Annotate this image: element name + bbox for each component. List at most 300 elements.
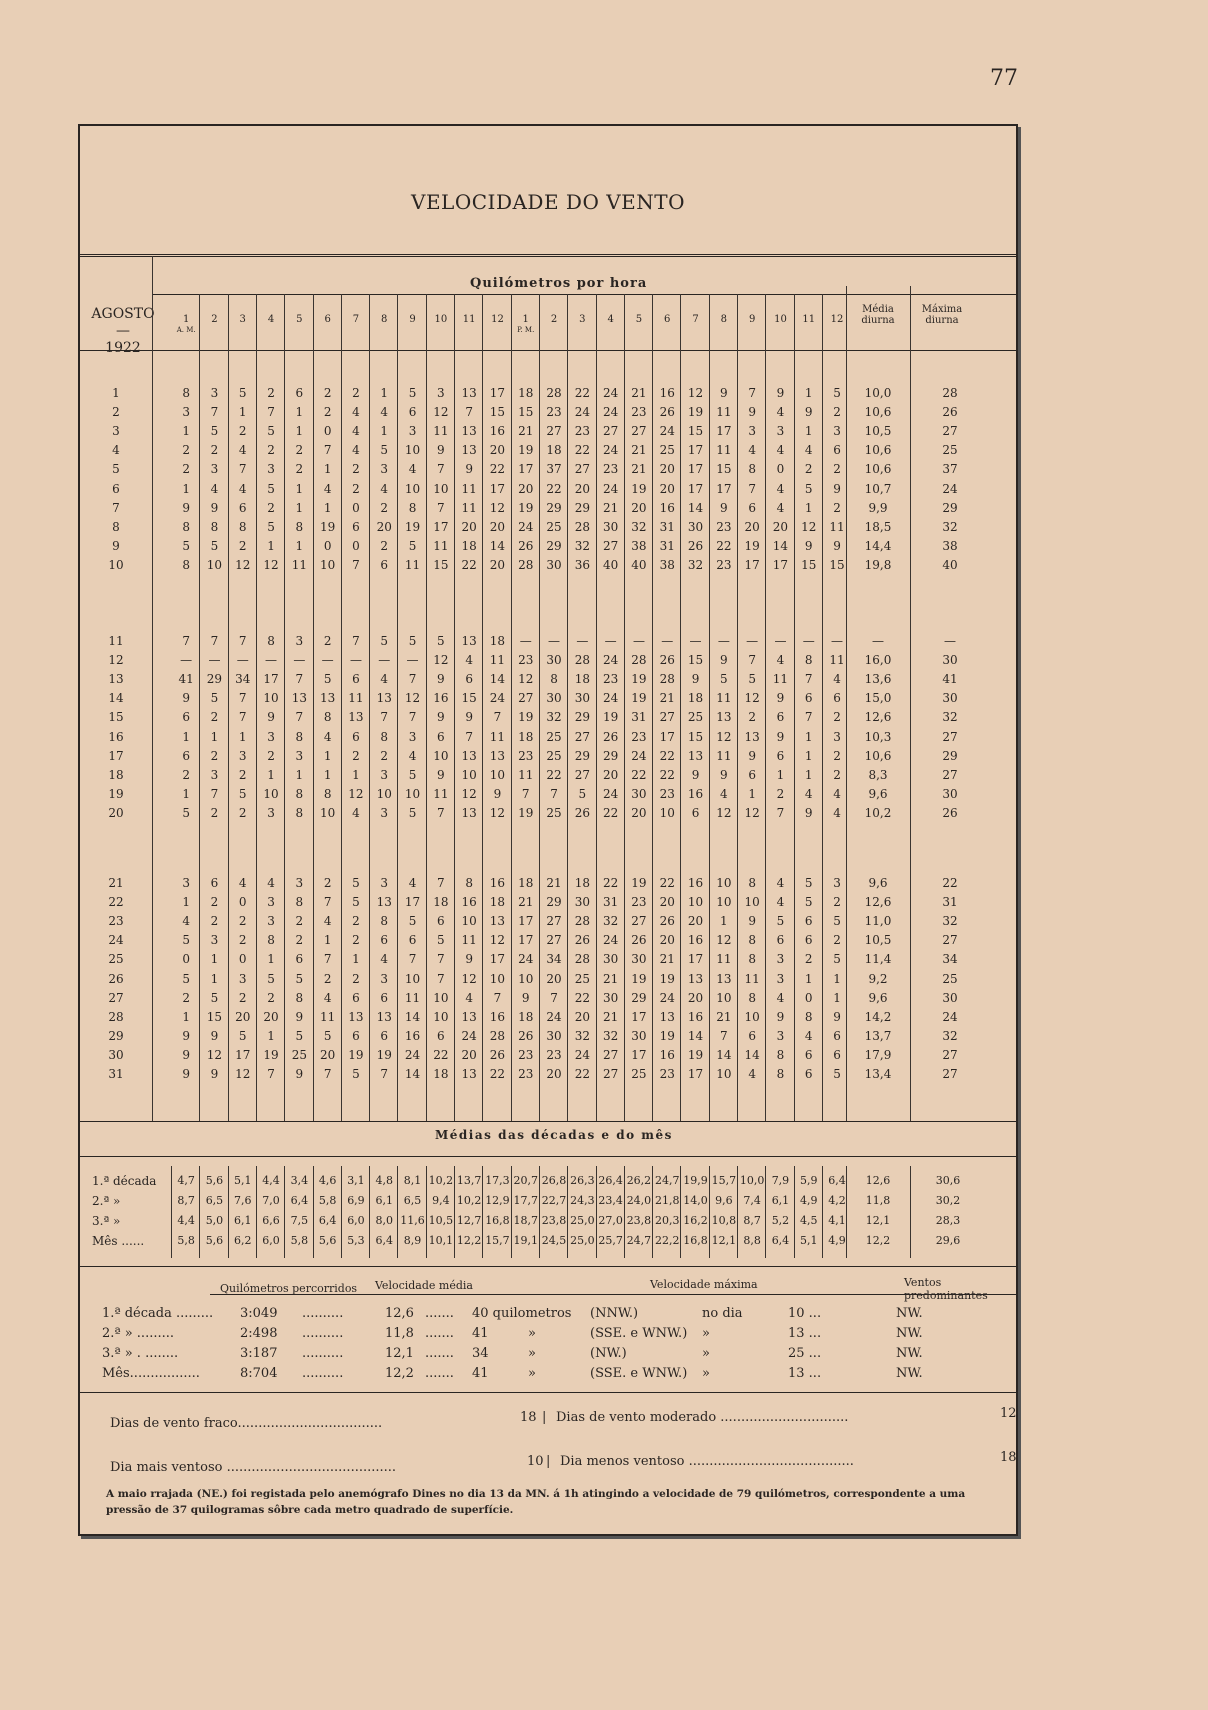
- table-cell: 4: [776, 990, 785, 1005]
- summary-dia: 13 ...: [788, 1326, 822, 1341]
- summary-dots: ..........: [302, 1366, 344, 1381]
- daily-max: 30: [942, 653, 958, 668]
- table-cell: 18: [546, 443, 562, 458]
- col-head-hour: [257, 314, 285, 325]
- table-cell: 5: [352, 876, 360, 890]
- table-cell: 1: [182, 1009, 190, 1024]
- table-cell: 2: [833, 933, 841, 948]
- table-cell: 5: [804, 481, 813, 496]
- row-day-label: 2: [112, 405, 120, 420]
- table-cell: 6: [833, 443, 841, 458]
- decade-cell: 12,1: [711, 1234, 737, 1247]
- daily-mean: 10,6: [864, 748, 892, 763]
- table-cell: 30: [546, 557, 562, 572]
- table-cell: 10: [404, 481, 421, 496]
- table-cell: 28: [631, 653, 647, 668]
- table-cell: 9: [182, 1067, 190, 1081]
- daily-mean: 11,0: [864, 914, 892, 929]
- decade-cell: 8,8: [743, 1234, 761, 1247]
- col-head-hour-label: 3: [579, 314, 586, 325]
- table-cell: 2: [210, 748, 219, 763]
- table-cell: 6: [210, 876, 219, 890]
- table-cell: 7: [437, 462, 445, 477]
- table-cell: 22: [461, 557, 477, 572]
- table-cell: 5: [210, 691, 219, 706]
- row-day-label: 22: [108, 895, 124, 910]
- table-cell: 10: [659, 805, 675, 820]
- table-cell: 21: [716, 1009, 732, 1024]
- table-cell: 9: [776, 386, 785, 400]
- decade-label: 3.ª »: [92, 1214, 121, 1228]
- summary-ditto: »: [528, 1366, 536, 1381]
- table-cell: 17: [716, 481, 732, 496]
- table-cell: 1: [323, 462, 332, 477]
- daily-max: 30: [942, 691, 958, 706]
- separator-2: |: [546, 1454, 551, 1469]
- table-cell: 30: [546, 691, 562, 706]
- table-cell: 6: [352, 519, 360, 534]
- table-cell: 8: [748, 952, 756, 967]
- table-cell: 2: [210, 805, 219, 820]
- table-cell: 9: [521, 990, 530, 1005]
- decade-cell: 23,8: [541, 1214, 567, 1227]
- table-cell: 6: [691, 805, 700, 820]
- table-cell: 16: [659, 1047, 675, 1062]
- table-cell: 38: [631, 538, 647, 553]
- table-cell: 5: [295, 971, 304, 986]
- table-cell: 15: [687, 424, 704, 439]
- table-cell: 4: [465, 653, 473, 668]
- table-cell: 20: [574, 481, 590, 496]
- table-cell: 16: [489, 1009, 506, 1024]
- table-cell: 13: [376, 895, 392, 910]
- table-cell: 22: [659, 767, 675, 782]
- table-cell: 22: [574, 1067, 590, 1081]
- table-cell: 1: [804, 767, 813, 782]
- table-cell: 0: [238, 895, 247, 910]
- table-cell: 5: [210, 990, 219, 1005]
- table-cell: 3: [238, 748, 247, 763]
- table-cell: 20: [263, 1009, 279, 1024]
- table-cell: 11: [744, 971, 760, 986]
- table-cell: 32: [574, 1028, 590, 1043]
- table-cell: 22: [574, 990, 590, 1005]
- table-cell: 28: [574, 519, 590, 534]
- table-cell: 16: [489, 876, 506, 890]
- table-cell: 1: [804, 386, 813, 400]
- table-cell: 4: [833, 805, 841, 820]
- daily-mean: 19,8: [864, 557, 892, 572]
- table-cell: 2: [238, 538, 247, 553]
- col-head-hour: [766, 314, 794, 325]
- table-cell: —: [661, 634, 674, 648]
- row-day-label: 3: [112, 424, 120, 439]
- table-cell: 7: [238, 691, 247, 706]
- table-cell: 12: [461, 971, 477, 986]
- table-cell: 13: [489, 748, 506, 763]
- table-cell: 3: [776, 1028, 785, 1043]
- table-cell: 27: [603, 424, 619, 439]
- col-head-hour: [314, 314, 342, 325]
- row-day-label: 15: [108, 710, 124, 725]
- daily-mean: —: [872, 634, 884, 648]
- table-cell: 7: [210, 634, 219, 648]
- daily-mean: 13,4: [864, 1067, 892, 1081]
- table-cell: 12: [433, 653, 449, 668]
- table-cell: 5: [437, 634, 445, 648]
- table-cell: 13: [687, 971, 704, 986]
- table-cell: —: [265, 653, 278, 668]
- table-cell: 12: [404, 691, 421, 706]
- summary-dir: (SSE. e WNW.): [590, 1326, 688, 1341]
- decade-cell: 6,6: [262, 1214, 280, 1227]
- row-day-label: 19: [108, 786, 124, 801]
- col-head-hour-label: 7: [692, 314, 699, 325]
- col-head-hour: [455, 314, 483, 325]
- table-cell: 6: [833, 691, 841, 706]
- table-cell: 14: [404, 1009, 421, 1024]
- table-cell: 9: [833, 1009, 841, 1024]
- table-cell: 12: [489, 500, 506, 515]
- page-title: VELOCIDADE DO VENTO: [411, 190, 685, 214]
- table-cell: 23: [518, 1047, 534, 1062]
- summary-max: 34: [472, 1346, 489, 1361]
- table-cell: 17: [687, 1067, 704, 1081]
- table-cell: 8: [295, 786, 304, 801]
- decade-cell: 5,9: [799, 1174, 818, 1187]
- table-cell: 5: [182, 538, 190, 553]
- table-cell: 3: [380, 971, 389, 986]
- table-cell: 5: [578, 786, 587, 801]
- table-cell: 7: [437, 971, 445, 986]
- table-cell: 27: [659, 710, 675, 725]
- table-cell: 1: [182, 481, 190, 496]
- decade-cell: 8,7: [743, 1214, 761, 1227]
- table-cell: 4: [323, 729, 332, 744]
- table-cell: 26: [659, 653, 675, 668]
- table-cell: 13: [376, 1009, 392, 1024]
- table-cell: 6: [408, 405, 417, 420]
- table-cell: 6: [776, 933, 785, 948]
- table-cell: 30: [603, 952, 619, 967]
- table-cell: 27: [603, 1067, 619, 1081]
- table-cell: 28: [659, 672, 675, 687]
- table-cell: 24: [518, 952, 534, 967]
- summary-max: 41: [472, 1366, 489, 1381]
- table-cell: 13: [489, 914, 506, 929]
- table-cell: 4: [323, 990, 332, 1005]
- row-day-label: 7: [112, 500, 120, 515]
- table-cell: 19: [631, 971, 647, 986]
- header-quilometros-por-hora: Quilómetros por hora: [470, 276, 648, 291]
- col-head-hour-label: 1: [522, 314, 529, 325]
- table-cell: 4: [267, 876, 275, 890]
- table-cell: 8: [267, 933, 275, 948]
- summary-head-ventos: Ventos predominantes: [904, 1276, 988, 1302]
- table-cell: 2: [295, 914, 304, 929]
- table-cell: 11: [829, 519, 845, 534]
- table-cell: 7: [465, 729, 473, 744]
- decade-cell: 24,5: [541, 1234, 567, 1247]
- table-cell: 5: [408, 805, 417, 820]
- decade-cell: 25,0: [570, 1234, 595, 1247]
- summary-nodia: no dia: [702, 1306, 743, 1321]
- table-cell: —: [548, 634, 561, 648]
- decade-cell: 7,5: [290, 1214, 309, 1227]
- table-cell: 21: [603, 1009, 619, 1024]
- table-cell: 11: [716, 443, 732, 458]
- table-cell: 9: [465, 710, 473, 725]
- table-cell: 19: [603, 710, 619, 725]
- table-cell: 11: [489, 729, 506, 744]
- table-cell: 10: [320, 805, 336, 820]
- table-cell: 2: [267, 386, 275, 400]
- table-cell: 16: [687, 786, 704, 801]
- table-cell: 17: [518, 914, 534, 929]
- decade-cell: 6,5: [205, 1194, 224, 1207]
- table-cell: —: [576, 634, 589, 648]
- table-cell: 17: [631, 1047, 647, 1062]
- decade-cell: 21,8: [654, 1194, 680, 1207]
- table-cell: 14: [687, 1028, 704, 1043]
- table-cell: 3: [210, 386, 219, 400]
- table-cell: 18: [489, 634, 506, 648]
- table-cell: 30: [631, 1028, 647, 1043]
- table-cell: 24: [574, 1047, 590, 1062]
- table-cell: 10: [433, 481, 449, 496]
- table-cell: 4: [380, 405, 389, 420]
- daily-mean: 10,5: [864, 424, 892, 439]
- table-cell: 17: [489, 481, 506, 496]
- summary-km: 3:187: [240, 1346, 278, 1361]
- col-head-hour: [823, 314, 851, 325]
- header-month-dash: —: [116, 323, 130, 339]
- table-cell: 11: [489, 653, 506, 668]
- table-cell: 13: [716, 971, 732, 986]
- table-cell: 2: [380, 538, 389, 553]
- table-cell: 32: [574, 538, 590, 553]
- col-head-hour-label: 1: [182, 314, 190, 325]
- table-cell: 2: [352, 462, 360, 477]
- table-cell: 29: [574, 748, 590, 763]
- table-cell: 5: [804, 895, 813, 910]
- table-cell: 5: [267, 519, 275, 534]
- table-cell: 24: [659, 424, 675, 439]
- daily-mean: 14,2: [864, 1009, 892, 1024]
- table-cell: 15: [801, 557, 817, 572]
- table-cell: 17: [716, 424, 732, 439]
- table-cell: 24: [603, 405, 619, 420]
- table-cell: 7: [550, 786, 558, 801]
- table-cell: 8: [550, 672, 558, 687]
- table-cell: 29: [631, 990, 647, 1005]
- table-cell: 30: [631, 952, 647, 967]
- table-cell: 27: [631, 914, 647, 929]
- decade-cell: 25,7: [598, 1234, 623, 1247]
- table-cell: 5: [804, 876, 813, 890]
- table-cell: 2: [833, 405, 841, 420]
- col-head-hour: [483, 314, 511, 325]
- decade-cell: 6,1: [771, 1194, 790, 1207]
- decade-cell: 6,5: [403, 1194, 422, 1207]
- summary-vento: NW.: [896, 1326, 923, 1341]
- decade-cell: 13,7: [456, 1174, 482, 1187]
- table-cell: 19: [518, 443, 534, 458]
- decade-cell: 5,3: [347, 1234, 365, 1247]
- table-cell: 21: [518, 424, 534, 439]
- decade-cell: 6,0: [347, 1214, 365, 1227]
- table-cell: 4: [748, 1067, 756, 1081]
- decade-cell: 9,4: [432, 1194, 450, 1207]
- table-cell: 0: [182, 952, 190, 967]
- grid-bottom-line: [80, 1121, 1016, 1122]
- table-cell: 3: [210, 933, 219, 948]
- table-cell: 17: [235, 1047, 251, 1062]
- table-cell: 20: [659, 933, 675, 948]
- col-head-hour-label: 2: [211, 314, 218, 325]
- table-cell: 1: [380, 386, 389, 400]
- table-cell: 9: [720, 767, 728, 782]
- table-cell: 2: [323, 971, 332, 986]
- table-cell: 6: [748, 767, 756, 782]
- table-cell: 8: [295, 895, 304, 910]
- daily-max: 27: [942, 1047, 958, 1062]
- table-cell: 1: [748, 786, 756, 801]
- table-cell: 10: [518, 971, 534, 986]
- table-cell: 27: [631, 424, 647, 439]
- table-cell: 10: [461, 767, 477, 782]
- col-head-hour-label: 8: [720, 314, 728, 325]
- table-cell: 18: [518, 729, 534, 744]
- table-cell: 31: [631, 710, 647, 725]
- table-cell: 19: [687, 1047, 704, 1062]
- table-cell: 15: [461, 691, 477, 706]
- table-cell: 11: [772, 672, 789, 687]
- table-cell: 20: [631, 500, 647, 515]
- decades-section-label: Médias das décadas e do mês: [435, 1128, 673, 1142]
- daily-max: 34: [942, 952, 958, 967]
- summary-vento: NW.: [896, 1346, 923, 1361]
- table-cell: 7: [550, 990, 558, 1005]
- table-cell: —: [774, 634, 787, 648]
- table-cell: —: [378, 653, 391, 668]
- table-cell: 7: [323, 1067, 332, 1081]
- table-cell: 5: [833, 1067, 841, 1081]
- table-cell: 28: [518, 557, 534, 572]
- table-cell: 21: [659, 691, 675, 706]
- table-cell: 30: [546, 1028, 562, 1043]
- dia-mais-label: Dia mais ventoso .........................................: [110, 1460, 397, 1475]
- table-cell: 29: [546, 500, 562, 515]
- table-cell: 2: [833, 767, 841, 782]
- col-head-hour: [738, 314, 766, 325]
- row-day-label: 1: [112, 386, 120, 400]
- table-cell: 14: [687, 500, 704, 515]
- table-cell: 24: [603, 691, 619, 706]
- table-cell: 11: [348, 691, 364, 706]
- table-cell: 9: [748, 405, 756, 420]
- table-cell: 0: [238, 952, 247, 967]
- table-cell: 4: [720, 786, 728, 801]
- table-cell: 34: [235, 672, 251, 687]
- table-cell: 9: [182, 500, 190, 515]
- table-cell: 24: [659, 990, 675, 1005]
- table-cell: 8: [267, 634, 275, 648]
- summary-label: 2.ª » .........: [102, 1326, 174, 1341]
- table-cell: 18: [518, 876, 534, 890]
- table-cell: 11: [404, 557, 421, 572]
- table-cell: 20: [772, 519, 789, 534]
- table-cell: 22: [631, 767, 647, 782]
- table-cell: 4: [776, 500, 785, 515]
- table-cell: 1: [267, 1028, 275, 1043]
- table-cell: 32: [546, 710, 562, 725]
- table-cell: 7: [323, 952, 332, 967]
- decade-cell: 4,8: [375, 1174, 393, 1187]
- table-cell: 4: [408, 462, 417, 477]
- decade-cell: 7,9: [771, 1174, 790, 1187]
- table-cell: 7: [380, 710, 389, 725]
- table-cell: 6: [352, 729, 360, 744]
- table-cell: 17: [659, 729, 675, 744]
- summary-media: 12,6: [385, 1306, 414, 1321]
- decade-mean: 11,8: [865, 1194, 891, 1207]
- decade-cell: 15,7: [711, 1174, 737, 1187]
- table-cell: 6: [748, 1028, 756, 1043]
- daily-mean: 13,7: [864, 1028, 892, 1043]
- table-cell: 11: [433, 424, 449, 439]
- table-cell: 7: [804, 710, 813, 725]
- decade-cell: 5,0: [205, 1214, 224, 1227]
- table-cell: 2: [267, 748, 275, 763]
- decade-cell: 8,0: [375, 1214, 393, 1227]
- table-cell: 2: [804, 462, 813, 477]
- table-cell: 4: [833, 786, 841, 801]
- table-cell: 7: [352, 634, 360, 648]
- table-cell: 6: [408, 933, 417, 948]
- table-cell: 15: [206, 1009, 223, 1024]
- table-cell: 3: [833, 424, 841, 439]
- table-cell: 2: [776, 786, 785, 801]
- table-cell: 11: [461, 933, 477, 948]
- dias-fraco-label: Dias de vento fraco...................................: [110, 1416, 383, 1431]
- table-cell: 24: [603, 786, 619, 801]
- table-cell: 22: [603, 876, 619, 890]
- table-cell: 30: [603, 519, 619, 534]
- decade-cell: 18,7: [513, 1214, 538, 1227]
- table-cell: 8: [380, 914, 389, 929]
- table-cell: 8: [295, 519, 304, 534]
- table-cell: 27: [574, 462, 590, 477]
- table-cell: 3: [776, 971, 785, 986]
- table-cell: 4: [352, 405, 360, 420]
- table-cell: 8: [804, 1009, 813, 1024]
- table-cell: 9: [720, 386, 728, 400]
- table-cell: 13: [687, 748, 704, 763]
- col-head-media-1: Média: [862, 304, 894, 315]
- table-cell: 16: [687, 933, 704, 948]
- table-cell: 14: [744, 1047, 760, 1062]
- table-cell: 2: [380, 500, 389, 515]
- table-cell: 9: [748, 748, 756, 763]
- table-cell: 20: [489, 443, 506, 458]
- col-head-hour: [229, 314, 257, 325]
- summary-head-media: Velocidade média: [375, 1279, 473, 1292]
- table-cell: 9: [493, 786, 502, 801]
- col-head-hour: [540, 314, 568, 325]
- table-cell: 13: [461, 443, 477, 458]
- table-cell: 10: [433, 1009, 449, 1024]
